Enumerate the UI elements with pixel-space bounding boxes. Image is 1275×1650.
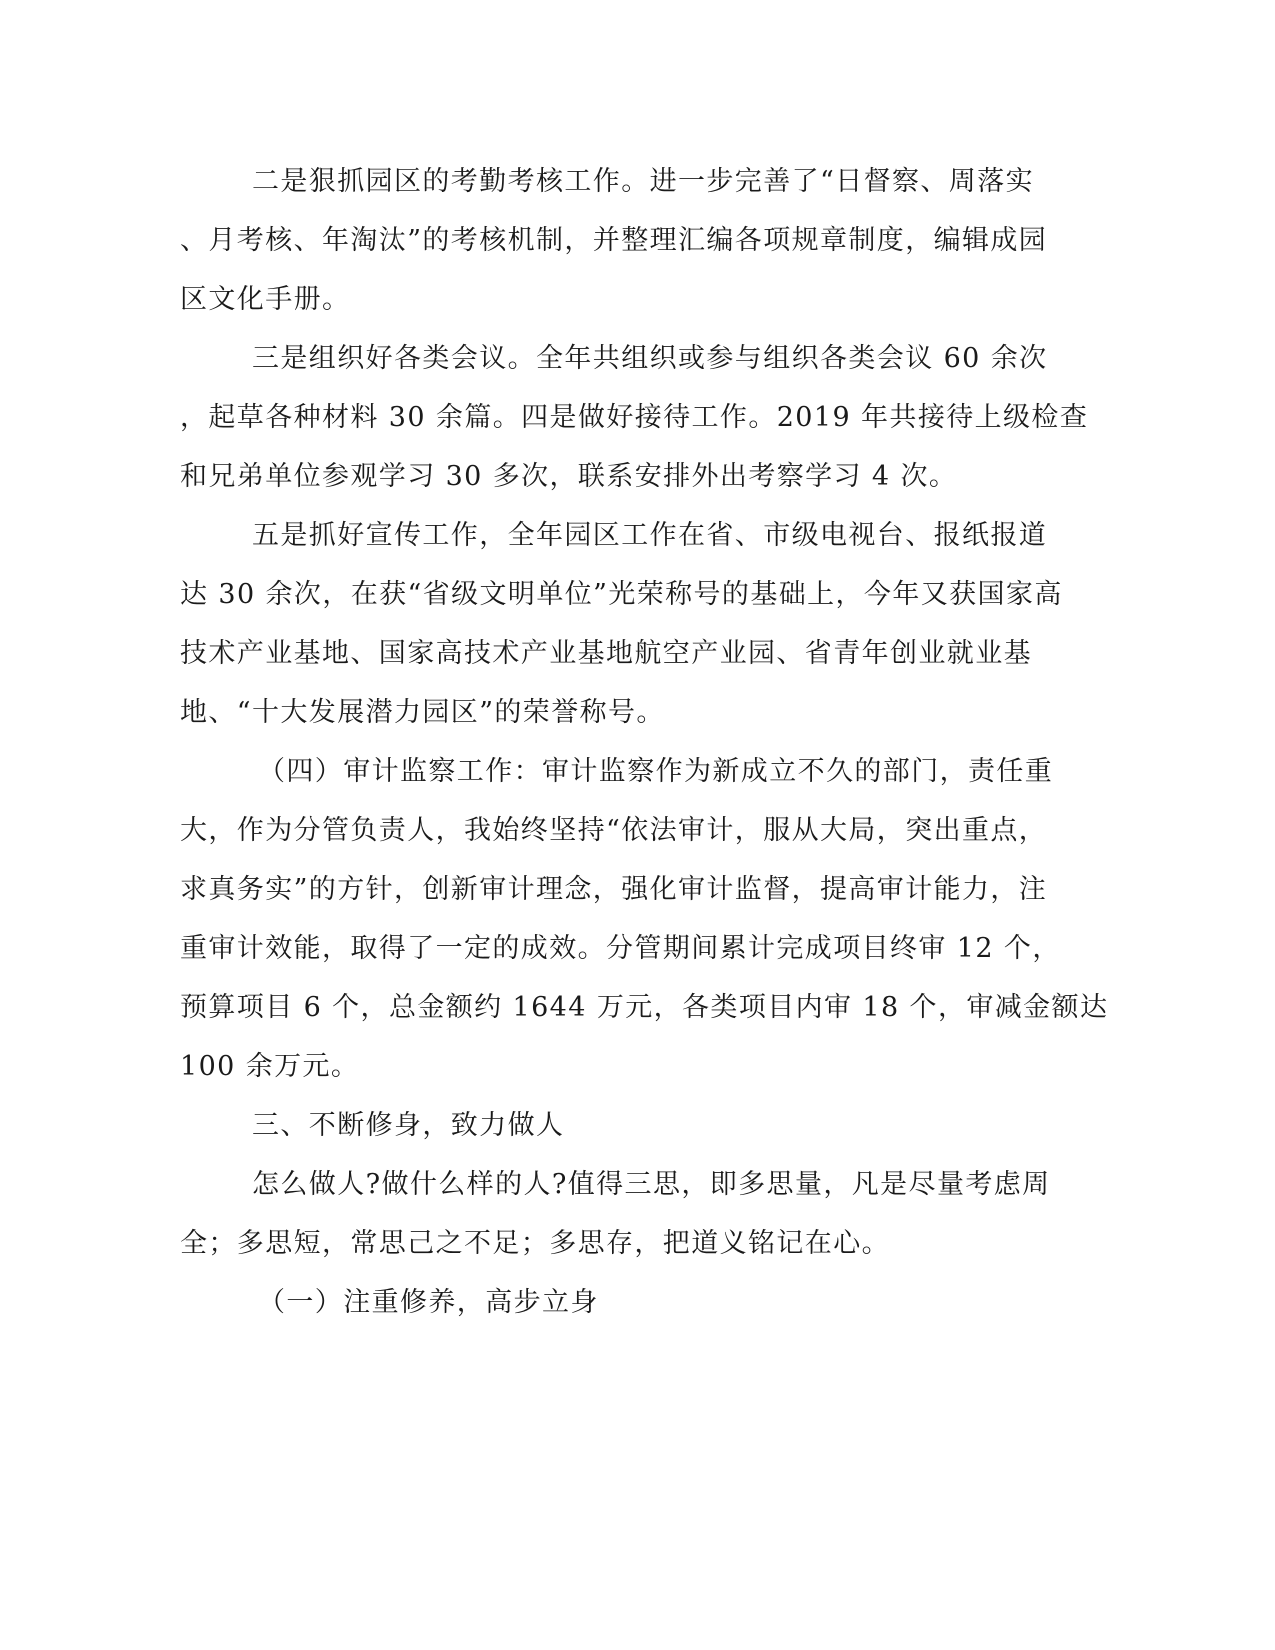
paragraph-line: 地、“十大发展潜力园区”的荣誉称号。 — [180, 697, 665, 728]
paragraph-line: 大，作为分管负责人，我始终坚持“依法审计，服从大局，突出重点， — [180, 815, 1048, 846]
paragraph-line: 技术产业基地、国家高技术产业基地航空产业园、省青年创业就业基 — [180, 638, 1032, 669]
paragraph-line: （四）审计监察工作：审计监察作为新成立不久的部门，责任重 — [258, 756, 1054, 787]
paragraph-line: 、月考核、年淘汰”的考核机制，并整理汇编各项规章制度，编辑成园 — [180, 225, 1048, 256]
paragraph-line: 和兄弟单位参观学习 30 多次，联系安排外出考察学习 4 次。 — [180, 461, 958, 492]
subsection-heading: （一）注重修养，高步立身 — [258, 1287, 599, 1318]
paragraph-line: 预算项目 6 个，总金额约 1644 万元，各类项目内审 18 个，审减金额达 — [180, 992, 1109, 1023]
paragraph-line: 五是抓好宣传工作，全年园区工作在省、市级电视台、报纸报道 — [252, 520, 1048, 551]
paragraph-line: 达 30 余次，在获“省级文明单位”光荣称号的基础上，今年又获国家高 — [180, 579, 1063, 610]
paragraph-line: 怎么做人?做什么样的人?值得三思，即多思量，凡是尽量考虑周 — [252, 1169, 1051, 1200]
paragraph-line: 三是组织好各类会议。全年共组织或参与组织各类会议 60 余次 — [252, 343, 1048, 374]
paragraph-line: 求真务实”的方针，创新审计理念，强化审计监督，提高审计能力，注 — [180, 874, 1048, 905]
paragraph-line: ，起草各种材料 30 余篇。四是做好接待工作。2019 年共接待上级检查 — [180, 402, 1089, 433]
paragraph-line: 全；多思短，常思己之不足；多思存，把道义铭记在心。 — [180, 1228, 890, 1259]
paragraph-line: 100 余万元。 — [180, 1051, 360, 1082]
document-body — [180, 152, 1109, 1332]
paragraph-line: 二是狠抓园区的考勤考核工作。进一步完善了“日督察、周落实 — [252, 166, 1035, 197]
paragraph-line: 区文化手册。 — [180, 284, 351, 315]
paragraph-line: 重审计效能，取得了一定的成效。分管期间累计完成项目终审 12 个， — [180, 933, 1061, 964]
section-heading: 三、不断修身，致力做人 — [252, 1110, 565, 1141]
